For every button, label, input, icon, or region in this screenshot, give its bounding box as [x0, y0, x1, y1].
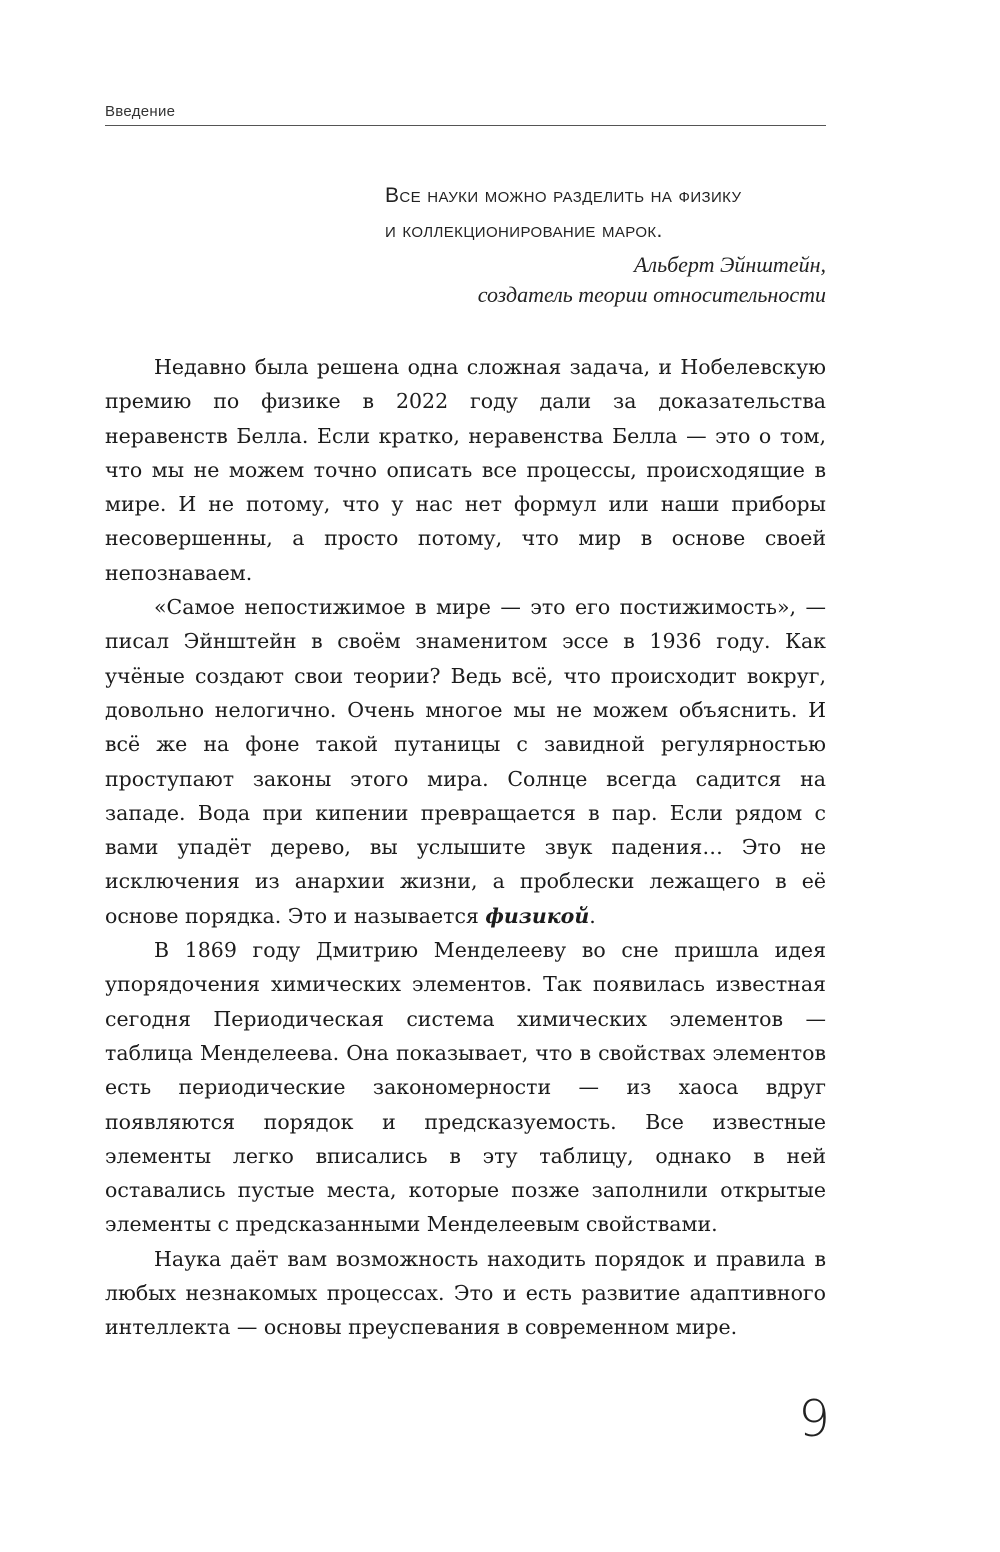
paragraph-3: В 1869 году Дмитрию Менделееву во сне пришла идея упорядочения химических элементов. Так появилась известная сегодня Периодическая система химических элементов — таблица Менделеева. Она показывает, что в свойствах элементов есть периодические закономерности — из хаоса вдруг появляются порядок и предсказуемость. Все известные элементы легко вписались в эту таблицу, однако в ней оставались пустые места, которые позже заполнили открытые элементы с предсказанными Менделеевым свойствами.: [105, 938, 826, 1237]
epigraph-author-role: создатель теории относительности: [477, 282, 826, 307]
epigraph-author: Альберт Эйнштейн,: [634, 252, 826, 277]
epigraph: [385, 178, 826, 310]
paragraph-4: Наука даёт вам возможность находить порядок и правила в любых незнакомых процессах. Это и есть развитие адаптивного интеллекта — основы преуспевания в современном мире.: [105, 1246, 826, 1340]
header-rule: [105, 125, 826, 126]
paragraph-1: Недавно была решена одна сложная задача, и Нобелевскую премию по физике в 2022 году дали за доказательства неравенств Белла. Если кратко, неравенства Белла — это о том, что мы не можем точно описать все процессы, происходящие в мире. И не потому, что у нас нет формул или наши приборы несовершенны, а просто потому, что мир в основе своей непознаваем.: [105, 355, 826, 585]
epigraph-quote-line-1: Все науки можно разделить на физику: [385, 184, 742, 207]
paragraph-2: [105, 590, 826, 933]
emphasis-physics: физикой: [485, 903, 590, 928]
epigraph-quote-line-2: и коллекционирование марок.: [385, 219, 663, 242]
page-number: 9: [798, 1390, 830, 1448]
body-text: [105, 350, 826, 1345]
paragraph-2-end: .: [589, 903, 596, 928]
running-header: Введение: [105, 103, 176, 120]
paragraph-2-text: «Самое непостижимое в мире — это его постижимость», — писал Эйнштейн в своём знаменитом эссе в 1936 году. Как учёные создают свои теории? Ведь всё, что происходит вокруг, довольно нелогично. Очень многое мы не можем объяснить. И всё же на фоне такой путаницы с завидной регулярностью проступают законы этого мира. Солнце всегда садится на западе. Вода при кипении превращается в пар. Если рядом с вами упадёт дерево, вы услышите звук падения… Это не исключения из анархии жизни, а проблески лежащего в её основе порядка. Это и называется: [105, 595, 826, 928]
